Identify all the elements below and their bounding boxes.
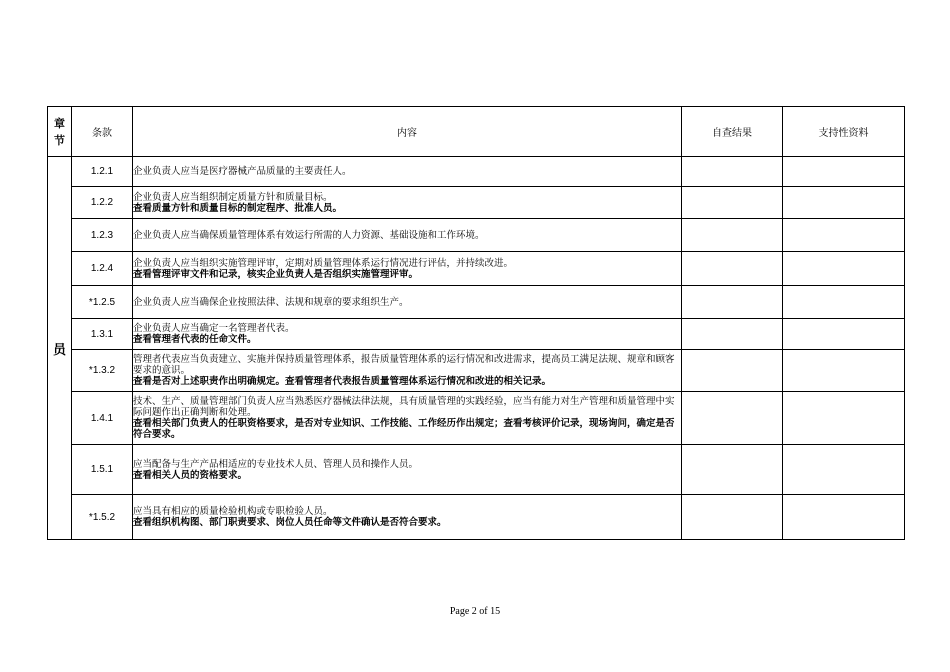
clause-content <box>133 392 682 445</box>
check-method-text: 查看相关部门负责人的任职资格要求，是否对专业知识、工作技能、工作经历作出规定；查看考核评价记录，现场询问，确定是否符合要求。 <box>133 418 675 440</box>
table-row <box>48 392 905 445</box>
self-check-result-cell[interactable] <box>682 157 783 187</box>
clause-content <box>133 350 682 392</box>
self-check-result-cell[interactable] <box>682 219 783 252</box>
clause-content <box>133 445 682 495</box>
supporting-material-cell[interactable] <box>783 187 905 219</box>
table-row <box>48 286 905 319</box>
clause-content <box>133 495 682 540</box>
table-row <box>48 319 905 350</box>
table-row <box>48 445 905 495</box>
supporting-material-cell[interactable] <box>783 219 905 252</box>
clause-content <box>133 286 682 319</box>
self-check-result-cell[interactable] <box>682 252 783 286</box>
clause-number: 1.5.1 <box>72 445 133 495</box>
requirement-text: 技术、生产、质量管理部门负责人应当熟悉医疗器械法律法规，具有质量管理的实践经验，应当有能力对生产管理和质量管理中实际问题作出正确判断和处理。 <box>133 396 675 418</box>
clause-content <box>133 157 682 187</box>
clause-number: 1.3.1 <box>72 319 133 350</box>
self-check-result-cell[interactable] <box>682 350 783 392</box>
self-check-result-cell[interactable] <box>682 187 783 219</box>
table-row <box>48 495 905 540</box>
clause-number: *1.2.5 <box>72 286 133 319</box>
requirement-text: 管理者代表应当负责建立、实施并保持质量管理体系，报告质量管理体系的运行情况和改进需求，提高员工满足法规、规章和顾客要求的意识。 <box>133 354 675 376</box>
supporting-material-cell[interactable] <box>783 392 905 445</box>
table-row <box>48 350 905 392</box>
header-content: 内容 <box>133 107 682 157</box>
clause-number: 1.4.1 <box>72 392 133 445</box>
check-method-text: 查看组织机构图、部门职责要求、岗位人员任命等文件确认是否符合要求。 <box>133 517 447 528</box>
requirement-text: 企业负责人应当确保企业按照法律、法规和规章的要求组织生产。 <box>133 296 409 308</box>
self-check-result-cell[interactable] <box>682 286 783 319</box>
supporting-material-cell[interactable] <box>783 350 905 392</box>
check-method-text: 查看相关人员的资格要求。 <box>133 469 248 481</box>
supporting-material-cell[interactable] <box>783 157 905 187</box>
check-method-text: 查看是否对上述职责作出明确规定。查看管理者代表报告质量管理体系运行情况和改进的相关记录。 <box>133 376 552 387</box>
requirement-text: 应当配备与生产产品相适应的专业技术人员、管理人员和操作人员。 <box>133 458 419 470</box>
table-row <box>48 157 905 187</box>
supporting-material-cell[interactable] <box>783 495 905 540</box>
requirement-text: 企业负责人应当确保质量管理体系有效运行所需的人力资源、基础设施和工作环境。 <box>133 229 485 241</box>
requirement-text: 企业负责人应当是医疗器械产品质量的主要责任人。 <box>133 166 352 177</box>
header-row <box>48 107 905 157</box>
header-self-check: 自查结果 <box>682 107 783 157</box>
supporting-material-cell[interactable] <box>783 286 905 319</box>
clause-content <box>133 187 682 219</box>
header-chapter-label: 章 节 <box>54 116 65 147</box>
self-check-result-cell[interactable] <box>682 445 783 495</box>
requirement-text: 企业负责人应当组织实施管理评审，定期对质量管理体系运行情况进行评估，并持续改进。 <box>133 257 514 269</box>
clause-number: 1.2.1 <box>72 157 133 187</box>
requirement-text: 应当具有相应的质量检验机构或专职检验人员。 <box>133 506 333 517</box>
inspection-table <box>47 106 905 540</box>
supporting-material-cell[interactable] <box>783 319 905 350</box>
clause-number: 1.2.3 <box>72 219 133 252</box>
self-check-result-cell[interactable] <box>682 392 783 445</box>
check-method-text: 查看管理者代表的任命文件。 <box>133 334 257 345</box>
clause-content <box>133 319 682 350</box>
requirement-text: 企业负责人应当组织制定质量方针和质量目标。 <box>133 191 333 203</box>
table-row <box>48 187 905 219</box>
clause-content <box>133 252 682 286</box>
supporting-material-cell[interactable] <box>783 252 905 286</box>
clause-content <box>133 219 682 252</box>
clause-number: 1.2.2 <box>72 187 133 219</box>
table-row <box>48 252 905 286</box>
header-clause: 条款 <box>72 107 133 157</box>
clause-number: *1.5.2 <box>72 495 133 540</box>
requirement-text: 企业负责人应当确定一名管理者代表。 <box>133 323 295 334</box>
table-row <box>48 219 905 252</box>
self-check-result-cell[interactable] <box>682 495 783 540</box>
supporting-material-cell[interactable] <box>783 445 905 495</box>
header-chapter <box>48 107 72 157</box>
self-check-result-cell[interactable] <box>682 319 783 350</box>
clause-number: 1.2.4 <box>72 252 133 286</box>
check-method-text: 查看管理评审文件和记录，核实企业负责人是否组织实施管理评审。 <box>133 268 419 280</box>
header-supporting: 支持性资料 <box>783 107 905 157</box>
page-footer: Page 2 of 15 <box>449 606 501 617</box>
chapter-cell: 员 <box>48 157 72 540</box>
clause-number: *1.3.2 <box>72 350 133 392</box>
check-method-text: 查看质量方针和质量目标的制定程序、批准人员。 <box>133 202 343 214</box>
